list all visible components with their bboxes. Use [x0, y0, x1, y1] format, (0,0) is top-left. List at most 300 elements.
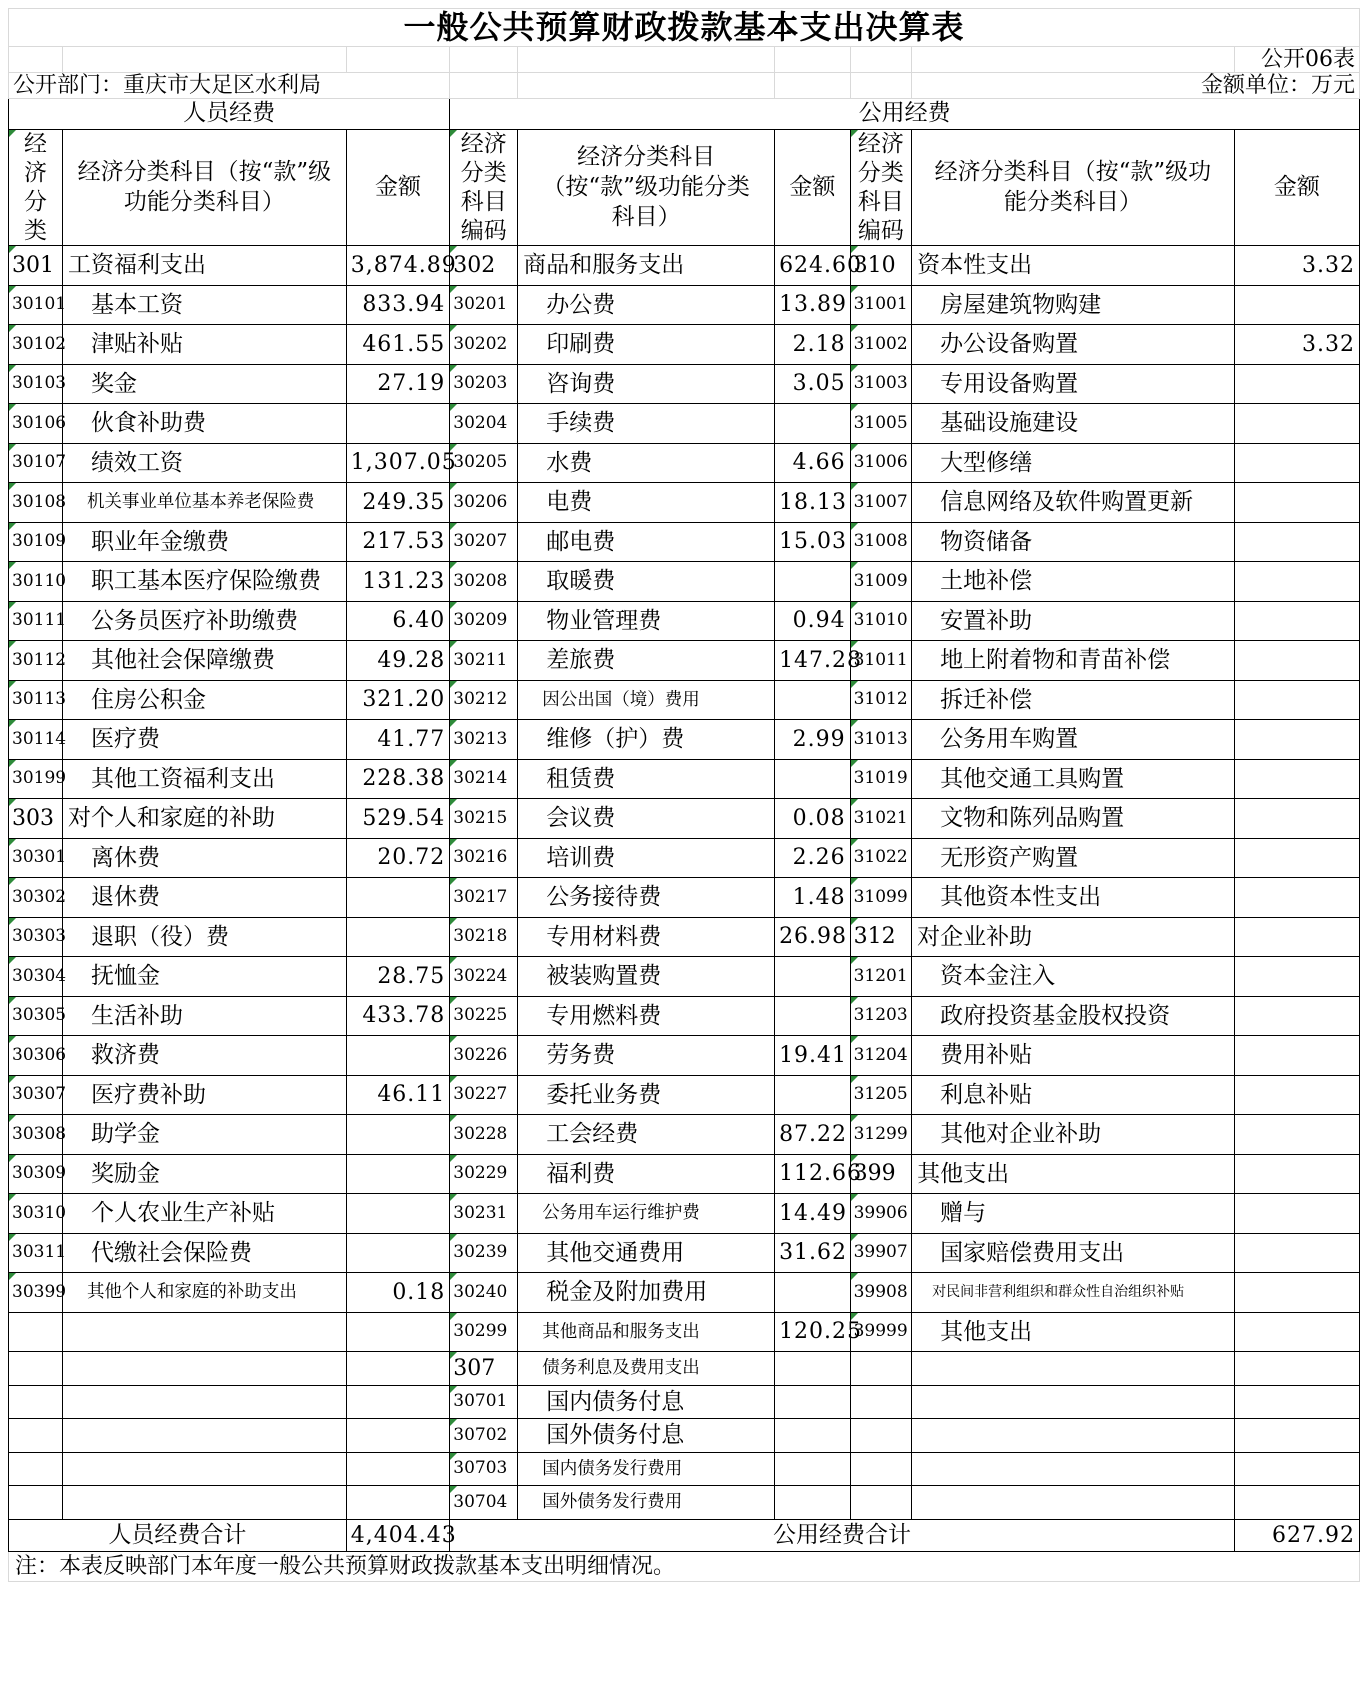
capital-code-cell: 399 — [850, 1154, 912, 1194]
goods-name-cell: 物业管理费 — [518, 601, 775, 641]
goods-code-cell: 30704 — [450, 1486, 518, 1520]
personnel-name-cell: 其他工资福利支出 — [62, 759, 346, 799]
goods-amount-cell — [775, 1273, 851, 1313]
capital-amount-cell — [1234, 364, 1359, 404]
table-row — [9, 838, 1360, 878]
capital-code-cell: 31008 — [850, 522, 912, 562]
personnel-name-cell: 伙食补助费 — [62, 404, 346, 444]
goods-amount-cell — [775, 1419, 851, 1453]
goods-amount-cell: 15.03 — [775, 522, 851, 562]
goods-amount-cell: 18.13 — [775, 483, 851, 523]
personnel-code-cell — [9, 1419, 63, 1453]
personnel-code-cell — [9, 1452, 63, 1486]
capital-amount-cell — [1234, 1075, 1359, 1115]
goods-name-cell: 办公费 — [518, 285, 775, 325]
goods-code-cell: 30208 — [450, 562, 518, 602]
capital-name-cell: 无形资产购置 — [912, 838, 1235, 878]
capital-amount-cell — [1234, 1154, 1359, 1194]
goods-name-cell: 劳务费 — [518, 1036, 775, 1076]
capital-code-cell: 310 — [850, 246, 912, 286]
goods-name-cell: 维修（护）费 — [518, 720, 775, 760]
goods-code-cell: 30240 — [450, 1273, 518, 1313]
table-row — [9, 1273, 1360, 1313]
personnel-amount-cell — [346, 878, 450, 918]
table-row — [9, 996, 1360, 1036]
personnel-name-cell: 退休费 — [62, 878, 346, 918]
goods-code-cell: 30228 — [450, 1115, 518, 1155]
capital-amount-cell — [1234, 799, 1359, 839]
personnel-code-cell: 30113 — [9, 680, 63, 720]
capital-amount-cell — [1234, 1115, 1359, 1155]
capital-name-cell: 资本性支出 — [912, 246, 1235, 286]
totals-row — [9, 1519, 1360, 1551]
goods-code-cell: 30703 — [450, 1452, 518, 1486]
goods-name-cell: 被装购置费 — [518, 957, 775, 997]
capital-name-cell: 对企业补助 — [912, 917, 1235, 957]
personnel-code-cell: 30311 — [9, 1233, 63, 1273]
goods-code-cell: 30702 — [450, 1419, 518, 1453]
capital-name-cell: 其他支出 — [912, 1154, 1235, 1194]
table-row — [9, 1486, 1360, 1520]
capital-code-cell — [850, 1385, 912, 1419]
capital-name-cell: 拆迁补偿 — [912, 680, 1235, 720]
personnel-amount-cell: 1,307.05 — [346, 443, 450, 483]
capital-code-cell: 31022 — [850, 838, 912, 878]
table-row — [9, 601, 1360, 641]
public-expense-header: 公用经费 — [450, 99, 1360, 130]
personnel-amount-cell — [346, 404, 450, 444]
personnel-code-cell: 30301 — [9, 838, 63, 878]
table-row — [9, 404, 1360, 444]
personnel-amount-cell: 20.72 — [346, 838, 450, 878]
goods-name-cell: 租赁费 — [518, 759, 775, 799]
goods-amount-cell: 1.48 — [775, 878, 851, 918]
personnel-code-cell: 30112 — [9, 641, 63, 681]
goods-code-cell: 30225 — [450, 996, 518, 1036]
col-name-goods: 经济分类科目（按“款”级功能分类科目） — [518, 130, 775, 246]
capital-name-cell — [912, 1452, 1235, 1486]
capital-amount-cell — [1234, 1233, 1359, 1273]
goods-amount-cell: 2.26 — [775, 838, 851, 878]
capital-code-cell: 31003 — [850, 364, 912, 404]
capital-code-cell: 31011 — [850, 641, 912, 681]
capital-name-cell: 公务用车购置 — [912, 720, 1235, 760]
goods-code-cell: 30215 — [450, 799, 518, 839]
capital-code-cell: 312 — [850, 917, 912, 957]
goods-amount-cell: 120.25 — [775, 1312, 851, 1352]
table-row — [9, 759, 1360, 799]
personnel-amount-cell: 131.23 — [346, 562, 450, 602]
personnel-amount-cell — [346, 1385, 450, 1419]
capital-amount-cell — [1234, 878, 1359, 918]
personnel-code-cell — [9, 1385, 63, 1419]
goods-name-cell: 取暖费 — [518, 562, 775, 602]
capital-code-cell: 31012 — [850, 680, 912, 720]
personnel-name-cell — [62, 1312, 346, 1352]
goods-code-cell: 302 — [450, 246, 518, 286]
col-amount-goods: 金额 — [775, 130, 851, 246]
capital-amount-cell — [1234, 720, 1359, 760]
goods-code-cell: 30226 — [450, 1036, 518, 1076]
goods-amount-cell: 4.66 — [775, 443, 851, 483]
capital-code-cell: 39907 — [850, 1233, 912, 1273]
table-row — [9, 957, 1360, 997]
personnel-amount-cell: 0.18 — [346, 1273, 450, 1313]
goods-name-cell: 印刷费 — [518, 325, 775, 365]
table-row — [9, 1075, 1360, 1115]
personnel-code-cell: 30109 — [9, 522, 63, 562]
personnel-name-cell: 抚恤金 — [62, 957, 346, 997]
goods-amount-cell — [775, 562, 851, 602]
personnel-code-cell: 30304 — [9, 957, 63, 997]
table-row — [9, 246, 1360, 286]
capital-amount-cell — [1234, 1036, 1359, 1076]
personnel-name-cell: 基本工资 — [62, 285, 346, 325]
goods-code-cell: 30231 — [450, 1194, 518, 1234]
goods-amount-cell — [775, 404, 851, 444]
goods-amount-cell: 14.49 — [775, 1194, 851, 1234]
capital-name-cell: 专用设备购置 — [912, 364, 1235, 404]
capital-amount-cell — [1234, 838, 1359, 878]
goods-name-cell: 专用燃料费 — [518, 996, 775, 1036]
personnel-name-cell — [62, 1486, 346, 1520]
personnel-code-cell: 30106 — [9, 404, 63, 444]
goods-code-cell: 307 — [450, 1352, 518, 1386]
personnel-amount-cell — [346, 1352, 450, 1386]
capital-name-cell — [912, 1486, 1235, 1520]
personnel-amount-cell — [346, 1486, 450, 1520]
capital-name-cell: 物资储备 — [912, 522, 1235, 562]
personnel-name-cell: 机关事业单位基本养老保险费 — [62, 483, 346, 523]
public-total-amount: 627.92 — [1234, 1519, 1359, 1551]
goods-amount-cell: 13.89 — [775, 285, 851, 325]
personnel-name-cell: 公务员医疗补助缴费 — [62, 601, 346, 641]
capital-amount-cell — [1234, 680, 1359, 720]
personnel-total-label: 人员经费合计 — [9, 1519, 347, 1551]
capital-amount-cell — [1234, 562, 1359, 602]
capital-code-cell: 31002 — [850, 325, 912, 365]
unit-label: 金额单位：万元 — [912, 73, 1360, 99]
personnel-amount-cell — [346, 1194, 450, 1234]
capital-amount-cell: 3.32 — [1234, 325, 1359, 365]
col-name-personnel: 经济分类科目（按“款”级功能分类科目） — [62, 130, 346, 246]
capital-amount-cell — [1234, 1273, 1359, 1313]
capital-code-cell: 31201 — [850, 957, 912, 997]
capital-name-cell: 国家赔偿费用支出 — [912, 1233, 1235, 1273]
table-row — [9, 1385, 1360, 1419]
goods-name-cell: 公务用车运行维护费 — [518, 1194, 775, 1234]
capital-amount-cell — [1234, 404, 1359, 444]
personnel-code-cell: 30102 — [9, 325, 63, 365]
goods-name-cell: 其他交通费用 — [518, 1233, 775, 1273]
personnel-amount-cell: 6.40 — [346, 601, 450, 641]
personnel-code-cell: 30302 — [9, 878, 63, 918]
footnote: 注：本表反映部门本年度一般公共预算财政拨款基本支出明细情况。 — [9, 1551, 1360, 1581]
goods-name-cell: 咨询费 — [518, 364, 775, 404]
personnel-code-cell: 30306 — [9, 1036, 63, 1076]
goods-amount-cell: 19.41 — [775, 1036, 851, 1076]
goods-name-cell: 税金及附加费用 — [518, 1273, 775, 1313]
personnel-name-cell: 工资福利支出 — [62, 246, 346, 286]
goods-code-cell: 30202 — [450, 325, 518, 365]
personnel-code-cell: 30307 — [9, 1075, 63, 1115]
capital-amount-cell — [1234, 1312, 1359, 1352]
department-label: 公开部门：重庆市大足区水利局 — [9, 73, 450, 99]
capital-code-cell: 39908 — [850, 1273, 912, 1313]
goods-code-cell: 30299 — [450, 1312, 518, 1352]
table-row — [9, 1115, 1360, 1155]
goods-code-cell: 30218 — [450, 917, 518, 957]
goods-code-cell: 30207 — [450, 522, 518, 562]
col-amount-capital: 金额 — [1234, 130, 1359, 246]
col-amount-personnel: 金额 — [346, 130, 450, 246]
goods-code-cell: 30203 — [450, 364, 518, 404]
table-row — [9, 799, 1360, 839]
personnel-name-cell: 绩效工资 — [62, 443, 346, 483]
personnel-amount-cell: 433.78 — [346, 996, 450, 1036]
table-row — [9, 1312, 1360, 1352]
personnel-code-cell — [9, 1486, 63, 1520]
personnel-amount-cell — [346, 1312, 450, 1352]
personnel-amount-cell: 41.77 — [346, 720, 450, 760]
capital-code-cell: 31205 — [850, 1075, 912, 1115]
goods-name-cell: 邮电费 — [518, 522, 775, 562]
personnel-name-cell: 生活补助 — [62, 996, 346, 1036]
table-row — [9, 720, 1360, 760]
col-name-capital: 经济分类科目（按“款”级功能分类科目） — [912, 130, 1235, 246]
capital-code-cell: 31019 — [850, 759, 912, 799]
personnel-amount-cell: 228.38 — [346, 759, 450, 799]
table-row — [9, 917, 1360, 957]
goods-code-cell: 30204 — [450, 404, 518, 444]
goods-amount-cell: 87.22 — [775, 1115, 851, 1155]
table-number: 公开06表 — [1234, 46, 1359, 72]
goods-amount-cell: 3.05 — [775, 364, 851, 404]
table-row — [9, 1419, 1360, 1453]
capital-name-cell: 费用补贴 — [912, 1036, 1235, 1076]
capital-name-cell — [912, 1419, 1235, 1453]
goods-name-cell: 水费 — [518, 443, 775, 483]
capital-name-cell: 大型修缮 — [912, 443, 1235, 483]
col-code-goods: 经济分类科目编码 — [450, 130, 518, 246]
goods-amount-cell — [775, 680, 851, 720]
personnel-amount-cell: 46.11 — [346, 1075, 450, 1115]
expenditure-table — [8, 8, 1360, 1582]
capital-amount-cell — [1234, 285, 1359, 325]
capital-amount-cell — [1234, 443, 1359, 483]
capital-code-cell: 31010 — [850, 601, 912, 641]
capital-amount-cell — [1234, 522, 1359, 562]
goods-name-cell: 福利费 — [518, 1154, 775, 1194]
goods-name-cell: 债务利息及费用支出 — [518, 1352, 775, 1386]
goods-amount-cell: 2.18 — [775, 325, 851, 365]
capital-amount-cell — [1234, 601, 1359, 641]
capital-name-cell: 政府投资基金股权投资 — [912, 996, 1235, 1036]
personnel-amount-cell — [346, 1036, 450, 1076]
goods-name-cell: 其他商品和服务支出 — [518, 1312, 775, 1352]
personnel-amount-cell — [346, 1452, 450, 1486]
table-row — [9, 522, 1360, 562]
capital-amount-cell — [1234, 1486, 1359, 1520]
goods-amount-cell — [775, 1486, 851, 1520]
personnel-amount-cell — [346, 917, 450, 957]
capital-code-cell: 31001 — [850, 285, 912, 325]
goods-amount-cell — [775, 1385, 851, 1419]
goods-name-cell: 专用材料费 — [518, 917, 775, 957]
capital-name-cell: 利息补贴 — [912, 1075, 1235, 1115]
personnel-amount-cell: 461.55 — [346, 325, 450, 365]
capital-code-cell: 31005 — [850, 404, 912, 444]
table-row — [9, 641, 1360, 681]
personnel-code-cell: 301 — [9, 246, 63, 286]
capital-code-cell — [850, 1419, 912, 1453]
goods-amount-cell — [775, 957, 851, 997]
personnel-code-cell: 30303 — [9, 917, 63, 957]
table-row — [9, 325, 1360, 365]
personnel-code-cell: 30107 — [9, 443, 63, 483]
table-row — [9, 443, 1360, 483]
goods-code-cell: 30239 — [450, 1233, 518, 1273]
goods-code-cell: 30216 — [450, 838, 518, 878]
personnel-total-amount: 4,404.43 — [346, 1519, 450, 1551]
capital-amount-cell — [1234, 759, 1359, 799]
goods-amount-cell: 26.98 — [775, 917, 851, 957]
table-row — [9, 1352, 1360, 1386]
personnel-name-cell — [62, 1419, 346, 1453]
capital-name-cell: 地上附着物和青苗补偿 — [912, 641, 1235, 681]
personnel-name-cell: 津贴补贴 — [62, 325, 346, 365]
table-row — [9, 285, 1360, 325]
capital-amount-cell — [1234, 641, 1359, 681]
capital-name-cell: 对民间非营利组织和群众性自治组织补贴 — [912, 1273, 1235, 1313]
table-row — [9, 680, 1360, 720]
col-code-capital: 经济分类科目编码 — [850, 130, 912, 246]
capital-code-cell: 31203 — [850, 996, 912, 1036]
goods-code-cell: 30211 — [450, 641, 518, 681]
personnel-amount-cell: 27.19 — [346, 364, 450, 404]
personnel-name-cell: 对个人和家庭的补助 — [62, 799, 346, 839]
goods-amount-cell — [775, 996, 851, 1036]
goods-code-cell: 30213 — [450, 720, 518, 760]
capital-amount-cell — [1234, 483, 1359, 523]
personnel-name-cell: 助学金 — [62, 1115, 346, 1155]
personnel-code-cell: 30103 — [9, 364, 63, 404]
capital-code-cell: 31006 — [850, 443, 912, 483]
personnel-name-cell: 个人农业生产补贴 — [62, 1194, 346, 1234]
personnel-name-cell: 代缴社会保险费 — [62, 1233, 346, 1273]
table-row — [9, 1452, 1360, 1486]
table-row — [9, 1233, 1360, 1273]
personnel-name-cell: 住房公积金 — [62, 680, 346, 720]
capital-amount-cell — [1234, 1352, 1359, 1386]
capital-name-cell — [912, 1352, 1235, 1386]
goods-code-cell: 30701 — [450, 1385, 518, 1419]
goods-code-cell: 30217 — [450, 878, 518, 918]
personnel-name-cell — [62, 1352, 346, 1386]
personnel-name-cell — [62, 1385, 346, 1419]
capital-name-cell: 文物和陈列品购置 — [912, 799, 1235, 839]
goods-amount-cell — [775, 1352, 851, 1386]
goods-code-cell: 30205 — [450, 443, 518, 483]
goods-name-cell: 商品和服务支出 — [518, 246, 775, 286]
capital-code-cell: 31204 — [850, 1036, 912, 1076]
goods-code-cell: 30201 — [450, 285, 518, 325]
personnel-code-cell: 30305 — [9, 996, 63, 1036]
personnel-code-cell: 30114 — [9, 720, 63, 760]
personnel-name-cell — [62, 1452, 346, 1486]
goods-code-cell: 30206 — [450, 483, 518, 523]
goods-amount-cell: 147.28 — [775, 641, 851, 681]
goods-name-cell: 工会经费 — [518, 1115, 775, 1155]
capital-name-cell: 资本金注入 — [912, 957, 1235, 997]
personnel-name-cell: 退职（役）费 — [62, 917, 346, 957]
personnel-code-cell: 30111 — [9, 601, 63, 641]
goods-amount-cell: 0.94 — [775, 601, 851, 641]
personnel-name-cell: 医疗费补助 — [62, 1075, 346, 1115]
goods-code-cell: 30214 — [450, 759, 518, 799]
capital-amount-cell — [1234, 1419, 1359, 1453]
personnel-name-cell: 奖励金 — [62, 1154, 346, 1194]
table-row — [9, 562, 1360, 602]
goods-name-cell: 手续费 — [518, 404, 775, 444]
capital-name-cell: 其他支出 — [912, 1312, 1235, 1352]
goods-amount-cell — [775, 1452, 851, 1486]
report-title: 一般公共预算财政拨款基本支出决算表 — [9, 9, 1360, 47]
personnel-code-cell: 30110 — [9, 562, 63, 602]
capital-code-cell — [850, 1352, 912, 1386]
capital-amount-cell — [1234, 1385, 1359, 1419]
goods-code-cell: 30212 — [450, 680, 518, 720]
capital-amount-cell — [1234, 996, 1359, 1036]
personnel-code-cell: 30199 — [9, 759, 63, 799]
table-row — [9, 1194, 1360, 1234]
capital-name-cell: 土地补偿 — [912, 562, 1235, 602]
personnel-amount-cell — [346, 1115, 450, 1155]
table-row — [9, 1036, 1360, 1076]
goods-amount-cell: 31.62 — [775, 1233, 851, 1273]
personnel-code-cell: 30310 — [9, 1194, 63, 1234]
goods-name-cell: 国内债务发行费用 — [518, 1452, 775, 1486]
personnel-amount-cell — [346, 1233, 450, 1273]
capital-code-cell: 31021 — [850, 799, 912, 839]
capital-code-cell: 39906 — [850, 1194, 912, 1234]
personnel-amount-cell: 217.53 — [346, 522, 450, 562]
capital-amount-cell — [1234, 1194, 1359, 1234]
capital-name-cell: 安置补助 — [912, 601, 1235, 641]
personnel-code-cell: 30308 — [9, 1115, 63, 1155]
capital-name-cell: 办公设备购置 — [912, 325, 1235, 365]
personnel-name-cell: 医疗费 — [62, 720, 346, 760]
table-row — [9, 878, 1360, 918]
personnel-name-cell: 职业年金缴费 — [62, 522, 346, 562]
goods-amount-cell: 0.08 — [775, 799, 851, 839]
capital-name-cell: 房屋建筑物购建 — [912, 285, 1235, 325]
goods-name-cell: 培训费 — [518, 838, 775, 878]
capital-code-cell: 31299 — [850, 1115, 912, 1155]
goods-amount-cell — [775, 759, 851, 799]
personnel-code-cell: 30108 — [9, 483, 63, 523]
goods-name-cell: 因公出国（境）费用 — [518, 680, 775, 720]
goods-name-cell: 会议费 — [518, 799, 775, 839]
col-code-personnel: 经济分类 — [9, 130, 63, 246]
personnel-code-cell: 30309 — [9, 1154, 63, 1194]
capital-code-cell — [850, 1452, 912, 1486]
capital-amount-cell — [1234, 1452, 1359, 1486]
table-row — [9, 1154, 1360, 1194]
goods-name-cell: 国外债务付息 — [518, 1419, 775, 1453]
personnel-amount-cell: 3,874.89 — [346, 246, 450, 286]
capital-code-cell: 31007 — [850, 483, 912, 523]
